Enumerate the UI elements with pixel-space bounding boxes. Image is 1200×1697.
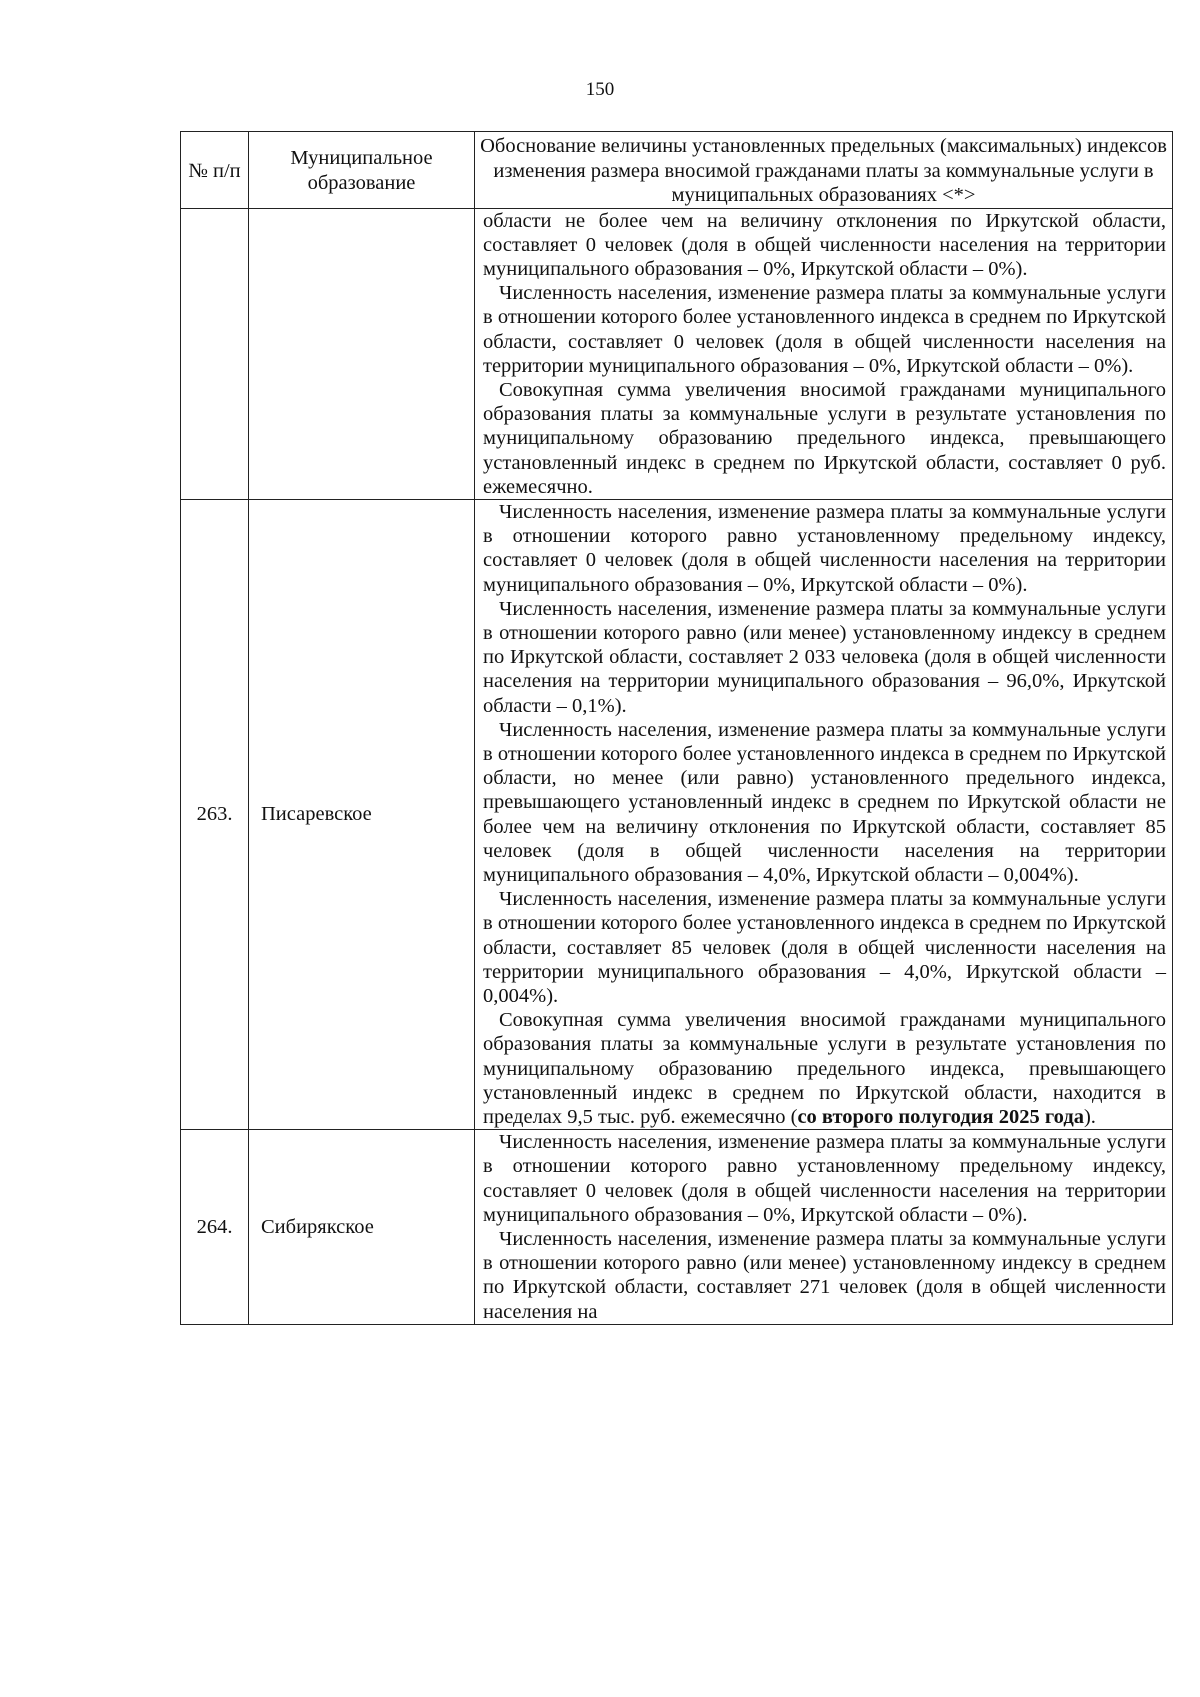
indices-table — [180, 131, 1173, 1325]
row-number: 264. — [181, 1130, 249, 1325]
paragraph-tail: ). — [1083, 1106, 1096, 1129]
table-row — [181, 208, 1173, 499]
row-municipality — [249, 208, 475, 499]
table-row — [181, 1130, 1173, 1325]
page-number: 150 — [585, 79, 615, 100]
paragraph-total — [483, 1008, 1166, 1129]
paragraph: Совокупная сумма увеличения вносимой гражданами муниципального образования платы за коммунальные услуги в результате установления по муниципальному образованию предельного индекса, превышающего установленный индекс в среднем по Иркутской области, составляет 0 руб. ежемесячно. — [483, 378, 1166, 498]
row-number — [181, 208, 249, 499]
paragraph-bold-period: со второго полугодия 2025 года — [797, 1106, 1084, 1129]
paragraph: Численность населения, изменение размера платы за коммунальные услуги в отношении которого равно установленному предельному индексу, составляет 0 человек (доля в общей численности населения на территории муниципального образования – 0%, Иркутской области – 0%). — [483, 1131, 1166, 1226]
row-number: 263. — [181, 499, 249, 1129]
row-municipality: Сибирякское — [249, 1130, 475, 1325]
paragraph: области не более чем на величину отклонения по Иркутской области, составляет 0 человек (доля в общей численности населения на территории муниципального образования – 0%, Иркутской области – 0%). — [483, 209, 1166, 280]
paragraph: Численность населения, изменение размера платы за коммунальные услуги в отношении которого равно (или менее) установленному индексу в среднем по Иркутской области, составляет 271 человек (доля в общей численности населения на — [483, 1228, 1166, 1323]
table-row — [181, 499, 1173, 1129]
header-municipality: Муниципальное образование — [249, 132, 475, 209]
paragraph: Численность населения, изменение размера платы за коммунальные услуги в отношении которого более установленного индекса в среднем по Иркутской области, составляет 85 человек (доля в общей численности населения на территории муниципального образования – 4,0%, Иркутской области – 0,004%). — [483, 888, 1166, 1007]
paragraph: Численность населения, изменение размера платы за коммунальные услуги в отношении которого более установленного индекса в среднем по Иркутской области, но менее (или равно) установленного предельного индекса, превышающего установленный индекс в среднем по Иркутской области не более чем на величину отклонения по Иркутской области, составляет 85 человек (доля в общей численности населения на территории муниципального образования – 4,0%, Иркутской области – 0,004%). — [483, 718, 1166, 886]
header-justification: Обоснование величины установленных предельных (максимальных) индексов изменения размера вносимой гражданами платы за коммунальные услуги в муниципальных образованиях <*> — [475, 132, 1173, 209]
row-justification — [475, 208, 1173, 499]
row-municipality: Писаревское — [249, 499, 475, 1129]
paragraph-text: Совокупная сумма увеличения вносимой гражданами муниципального образования платы за коммунальные услуги в результате установления по муниципальному образованию предельного индекса, превышающего установленный индекс в среднем по Иркутской области, находится в пределах 9,5 тыс. руб. ежемесячно ( — [483, 1009, 1166, 1129]
paragraph: Численность населения, изменение размера платы за коммунальные услуги в отношении которого равно (или менее) установленному индексу в среднем по Иркутской области, составляет 2 033 человека (доля в общей численности населения на территории муниципального образования – 96,0%, Иркутской области – 0,1%). — [483, 597, 1166, 717]
paragraph: Численность населения, изменение размера платы за коммунальные услуги в отношении которого равно установленному предельному индексу, составляет 0 человек (доля в общей численности населения на территории муниципального образования – 0%, Иркутской области – 0%). — [483, 500, 1166, 596]
table-header-row — [181, 132, 1173, 209]
row-justification — [475, 499, 1173, 1129]
header-number: № п/п — [181, 132, 249, 209]
row-justification — [475, 1130, 1173, 1325]
paragraph: Численность населения, изменение размера платы за коммунальные услуги в отношении которого более установленного индекса в среднем по Иркутской области, составляет 0 человек (доля в общей численности населения на территории муниципального образования – 0%, Иркутской области – 0%). — [483, 282, 1166, 377]
